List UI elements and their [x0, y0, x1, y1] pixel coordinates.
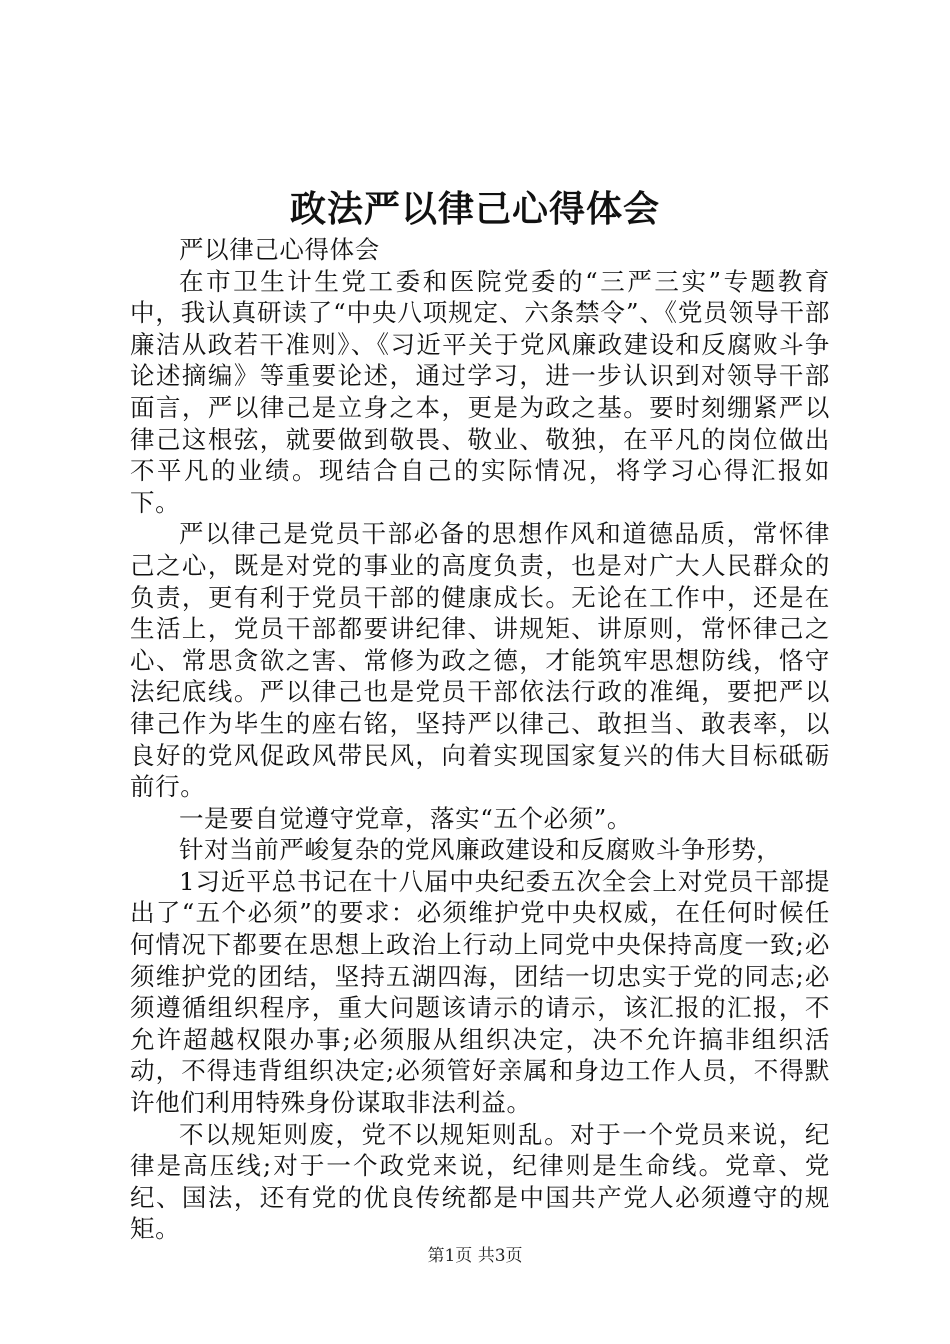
document-title: 政法严以律己心得体会 [289, 188, 660, 230]
paragraph-self-discipline: 严以律己是党员干部必备的思想作风和道德品质，常怀律己之心，既是对党的事业的高度负责，也是对广大人民群众的负责，更有利于党员干部的健康成长。无论在工作中，还是在生活上，党员干部都要讲纪律、讲规矩、讲原则，常怀律己之心、常思贪欲之害、常修为政之德，才能筑牢思想防线，恪守法纪底线。严以律己也是党员干部依法行政的准绳，要把严以律己作为毕生的座右铭，坚持严以律己、敢担当、敢表率，以良好的党风促政风带民风，向着实现国家复兴的伟大目标砥砺前行。 [130, 519, 830, 802]
page-number-footer: 第1页 共3页 [427, 1246, 523, 1266]
paragraph-point-one: 一是要自觉遵守党章，落实“五个必须”。 [179, 803, 632, 833]
paragraph-situation: 针对当前严峻复杂的党风廉政建设和反腐败斗争形势， [179, 835, 782, 865]
paragraph-subtitle: 严以律己心得体会 [179, 235, 380, 264]
paragraph-five-musts: 1习近平总书记在十八届中央纪委五次全会上对党员干部提出了“五个必须”的要求：必须维护党中央权威，在任何时候任何情况下都要在思想上政治上行动上同党中央保持高度一致;必须维护党的团结，坚持五湖四海，团结一切忠实于党的同志;必须遵循组织程序，重大问题该请示的请示，该汇报的汇报，不允许超越权限办事;必须服从组织决定，决不允许搞非组织活动，不得违背组织决定;必须管好亲属和身边工作人员，不得默许他们利用特殊身份谋取非法利益。 [130, 866, 830, 1118]
paragraph-intro: 在市卫生计生党工委和医院党委的“三严三实”专题教育中，我认真研读了“中央八项规定、六条禁令”、《党员领导干部廉洁从政若干准则》、《习近平关于党风廉政建设和反腐败斗争论述摘编》等重要论述，通过学习，进一步认识到对领导干部面言，严以律己是立身之本，更是为政之基。要时刻绷紧严以律己这根弦，就要做到敬畏、敬业、敬独，在平凡的岗位做出不平凡的业绩。现结合自己的实际情况，将学习心得汇报如下。 [130, 266, 830, 517]
document-body [130, 234, 830, 1245]
paragraph-rules: 不以规矩则废，党不以规矩则乱。对于一个党员来说，纪律是高压线;对于一个政党来说，纪律则是生命线。党章、党纪、国法，还有党的优良传统都是中国共产党人必须遵守的规矩。 [130, 1119, 830, 1244]
